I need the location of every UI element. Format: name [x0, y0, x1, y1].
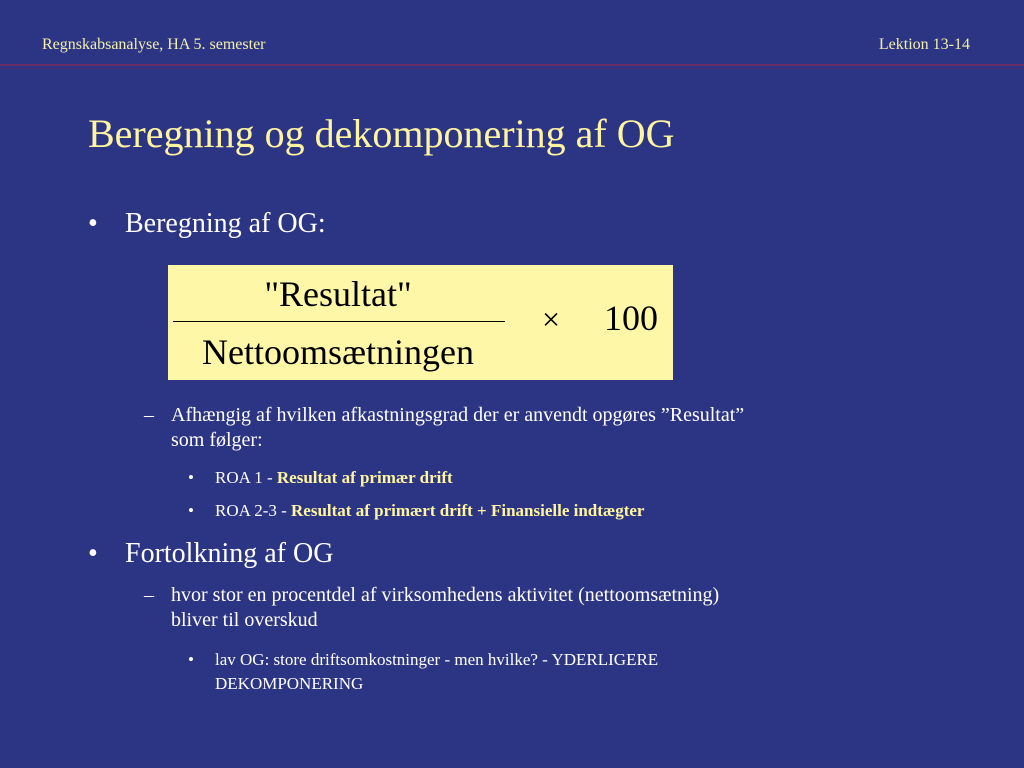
- lecture-number: Lektion 13-14: [878, 36, 970, 53]
- fraction-bar: [173, 321, 505, 322]
- low-og-line2: DEKOMPONERING: [215, 674, 364, 693]
- bullet-calculation-text: Beregning af OG:: [125, 208, 326, 239]
- header-divider: [0, 64, 1024, 66]
- roa23-prefix: ROA 2-3 -: [215, 501, 292, 520]
- formula-numerator: "Resultat": [264, 274, 412, 314]
- bullet-interpretation-text: Fortolkning af OG: [125, 538, 334, 569]
- header-divider-secondary: [0, 68, 1024, 69]
- dot-marker: •: [188, 650, 194, 669]
- slide-title: Beregning og dekomponering af OG: [88, 111, 675, 156]
- bullet-marker: •: [88, 538, 98, 569]
- sub-bullet-dependency-line1: Afhængig af hvilken afkastningsgrad der er anvendt opgøres ”Resultat”: [171, 404, 745, 426]
- sub-bullet-dependency-text: [171, 403, 931, 453]
- course-name: Regnskabsanalyse, HA 5. semester: [42, 36, 266, 53]
- dot-marker: •: [188, 468, 194, 487]
- list-item-roa23-text: [215, 499, 915, 523]
- dash-marker: –: [144, 404, 154, 426]
- low-og-line1: lav OG: store driftsomkostninger - men hvilke? - YDERLIGERE: [215, 650, 659, 669]
- dot-marker: •: [188, 501, 194, 520]
- sub-bullet-share-line2: bliver til overskud: [171, 609, 318, 631]
- sub-bullet-dependency-line2: som følger:: [171, 429, 263, 451]
- roa1-definition: Resultat af primær drift: [276, 468, 453, 487]
- formula-denominator: Nettoomsætningen: [202, 332, 474, 372]
- formula-box: [168, 265, 673, 380]
- sub-bullet-share-text: [171, 583, 931, 633]
- roa1-prefix: ROA 1 -: [215, 468, 277, 487]
- roa23-definition: Resultat af primært drift + Finansielle indtægter: [291, 501, 645, 520]
- formula-factor: 100: [604, 298, 658, 338]
- list-item-low-og-text: [215, 648, 915, 696]
- dash-marker: –: [144, 584, 154, 606]
- multiply-sign: ×: [542, 301, 561, 337]
- list-item-roa1-text: [215, 466, 915, 490]
- sub-bullet-share-line1: hvor stor en procentdel af virksomhedens aktivitet (nettoomsætning): [171, 584, 720, 606]
- bullet-marker: •: [88, 208, 98, 239]
